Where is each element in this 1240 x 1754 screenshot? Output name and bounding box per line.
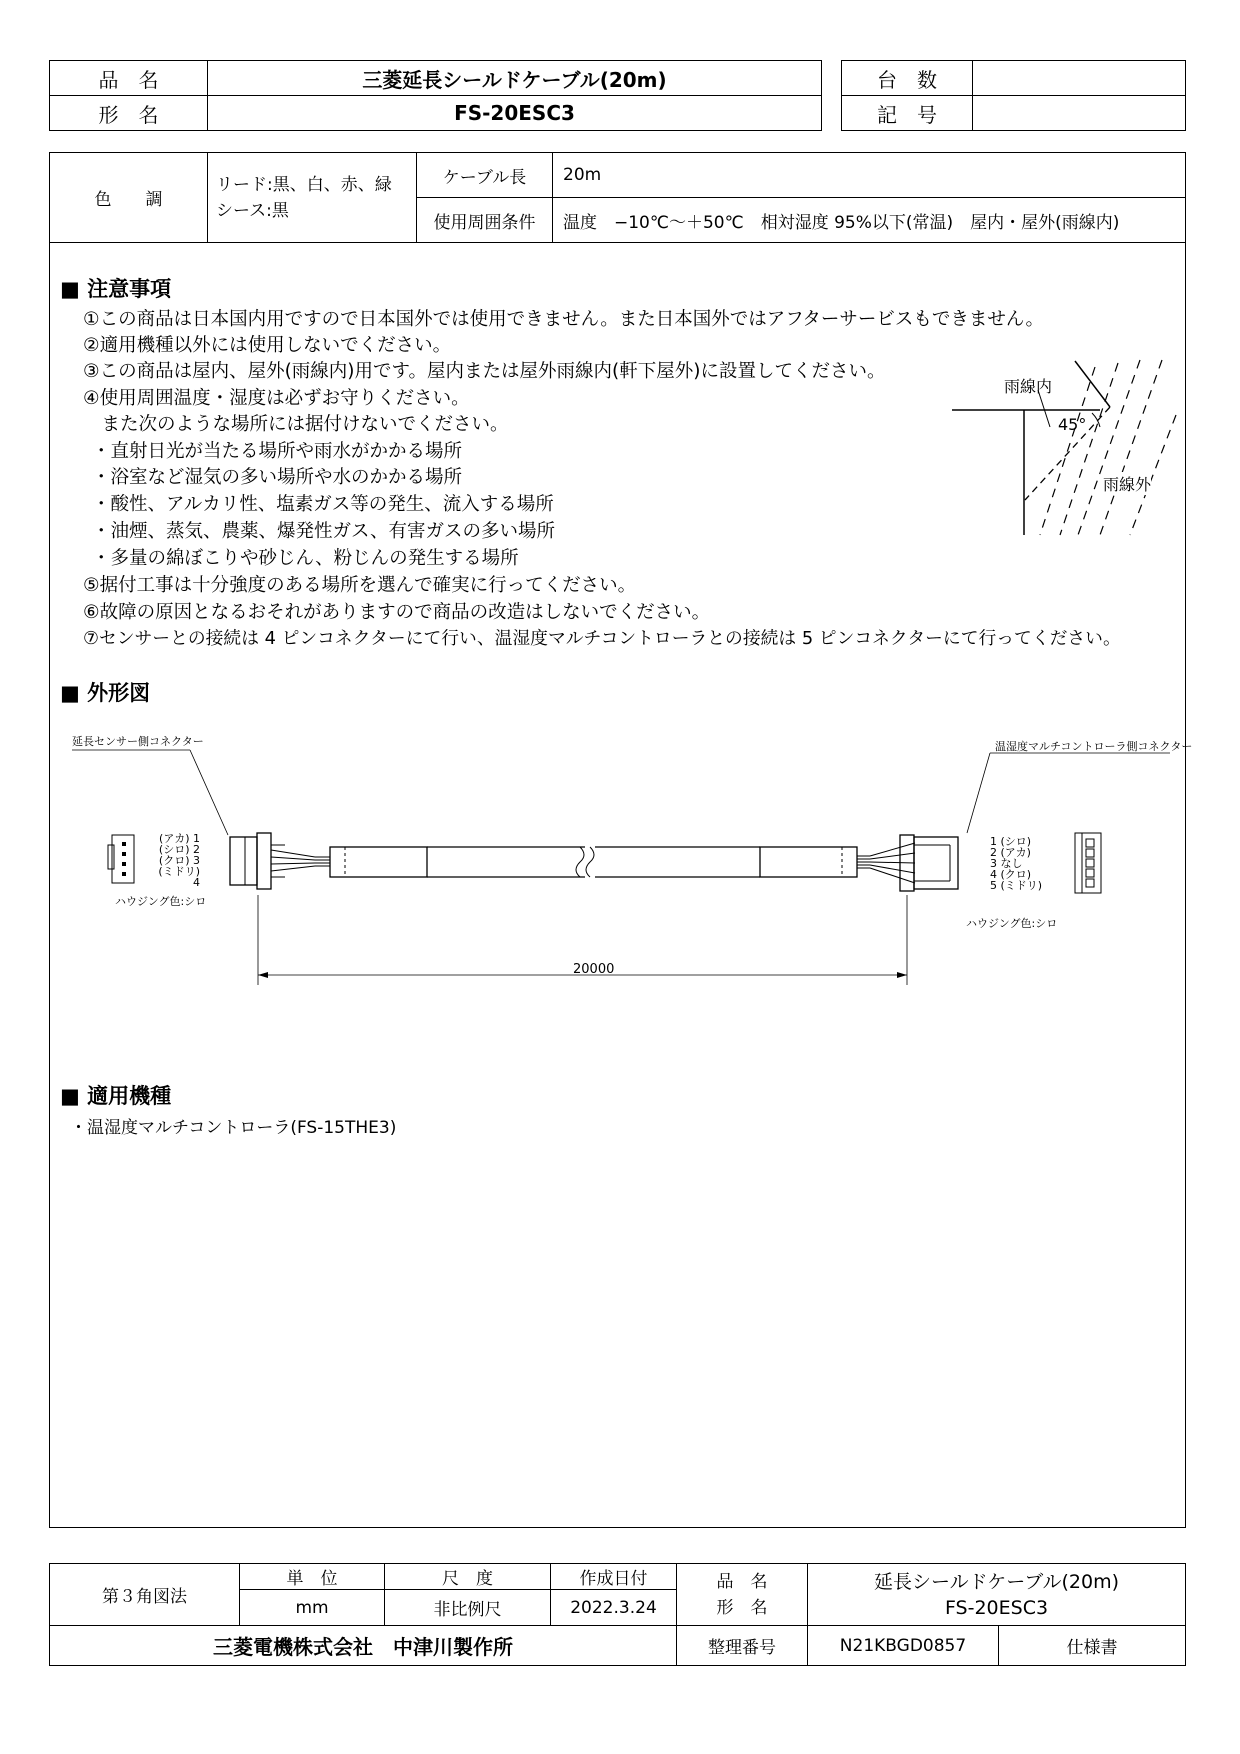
right-pin-2: 2 (アカ) [990, 846, 1031, 859]
note-6: ⑥故障の原因となるおそれがありますので商品の改造はしないでください。 [83, 602, 711, 623]
housing-right-label: ハウジング色:シロ [966, 917, 1058, 930]
rain-line-diagram [950, 355, 1180, 540]
name-model-labels [677, 1564, 808, 1626]
unit-value: mm [240, 1590, 385, 1626]
scale-label: 尺 度 [385, 1564, 551, 1590]
unit-label: 単 位 [240, 1564, 385, 1590]
title-block [49, 1563, 1186, 1666]
note-3: ③この商品は屋内、屋外(雨線内)用です。屋内または屋外雨線内(軒下屋外)に設置してください。 [83, 361, 886, 382]
seiri-label: 整理番号 [677, 1626, 808, 1666]
note-bullet-1: ・直射日光が当たる場所や雨水がかかる場所 [92, 441, 463, 462]
date-value: 2022.3.24 [551, 1590, 677, 1626]
footer-hinmei-label: 品 名 [716, 1571, 768, 1592]
note-4b: また次のような場所には据付けないでください。 [83, 414, 509, 435]
dimension-label: 20000 [573, 962, 615, 977]
note-bullet-4: ・油煙、蒸気、農薬、爆発性ガス、有害ガスの多い場所 [92, 521, 556, 542]
applicable-title: ■ 適用機種 [60, 1084, 172, 1108]
rain-in-label: 雨線内 [1004, 377, 1053, 396]
angle-label: 45° [1058, 415, 1087, 434]
katamei-value: FS-20ESC3 [208, 96, 822, 131]
footer-product-name: 延長シールドケーブル(20m) [873, 1570, 1120, 1593]
note-5: ⑤据付工事は十分強度のある場所を選んで確実に行ってください。 [83, 575, 637, 596]
right-pin-5: 5 (ミドリ) [990, 879, 1043, 892]
product-cell [808, 1564, 1186, 1626]
footer-product-model: FS-20ESC3 [944, 1596, 1049, 1619]
scale-value: 非比例尺 [385, 1590, 551, 1626]
outline-title: ■ 外形図 [60, 681, 151, 705]
left-pin-4: (ミドリ) 4 [158, 865, 200, 889]
color-label: 色 調 [50, 153, 208, 243]
projection-label: 第３角図法 [50, 1564, 240, 1626]
hinmei-value: 三菱延長シールドケーブル(20m) [208, 61, 822, 96]
footer-katamei-label: 形 名 [716, 1597, 768, 1618]
note-4: ④使用周囲温度・湿度は必ずお守りください。 [83, 388, 470, 409]
note-bullet-2: ・浴室など湿気の多い場所や水のかかる場所 [92, 467, 463, 488]
daisu-label: 台 数 [842, 61, 973, 96]
daisu-value [973, 61, 1186, 96]
cable-length-value: 20m [553, 153, 1186, 198]
applicable-item: ・温湿度マルチコントローラ(FS-15THE3) [70, 1118, 397, 1138]
note-bullet-3: ・酸性、アルカリ性、塩素ガス等の発生、流入する場所 [92, 494, 554, 515]
environment-value: 温度 −10℃〜＋50℃ 相対湿度 95%以下(常温) 屋内・屋外(雨線内) [553, 198, 1186, 243]
right-pin-3: 3 なし [990, 857, 1023, 870]
spec-table [49, 152, 1186, 243]
document-type: 仕様書 [999, 1626, 1186, 1666]
color-value-lead: リード:黒、白、赤、緑 [216, 174, 392, 195]
right-pin-1: 1 (シロ) [990, 835, 1032, 848]
seiri-value: N21KBGD0857 [808, 1626, 999, 1666]
left-connector-label: 延長センサー側コネクター [72, 735, 204, 748]
left-pin-1: (アカ) 1 [159, 832, 200, 845]
left-pin-list [150, 833, 200, 888]
date-label: 作成日付 [551, 1564, 677, 1590]
color-value-sheath: シース:黒 [216, 200, 289, 221]
left-pin-3: (クロ) 3 [158, 854, 200, 867]
quantity-table [841, 60, 1186, 131]
notes-title: ■ 注意事項 [60, 277, 172, 301]
note-1: ①この商品は日本国内用ですので日本国外では使用できません。また日本国外ではアフターサービスもできません。 [83, 309, 1045, 330]
color-value [208, 153, 417, 243]
note-7: ⑦センサーとの接続は 4 ピンコネクターにて行い、温湿度マルチコントローラとの接続は 5 ピンコネクターにて行ってください。 [83, 628, 1121, 649]
rain-out-label: 雨線外 [1103, 472, 1151, 495]
cable-length-label: ケーブル長 [417, 153, 553, 198]
right-pin-list [990, 836, 1042, 891]
company-name: 三菱電機株式会社 中津川製作所 [50, 1626, 677, 1666]
hinmei-label: 品 名 [50, 61, 208, 96]
katamei-label: 形 名 [50, 96, 208, 131]
kigou-value [973, 96, 1186, 131]
kigou-label: 記 号 [842, 96, 973, 131]
header-table [49, 60, 822, 131]
environment-label: 使用周囲条件 [417, 198, 553, 243]
housing-left-label: ハウジング色:シロ [115, 895, 207, 908]
left-pin-2: (シロ) 2 [158, 843, 200, 856]
right-pin-4: 4 (クロ) [990, 868, 1032, 881]
note-2: ②適用機種以外には使用しないでください。 [83, 335, 452, 356]
note-bullet-5: ・多量の綿ぼこりや砂じん、粉じんの発生する場所 [92, 548, 519, 569]
right-connector-label: 温湿度マルチコントローラ側コネクター [995, 740, 1193, 753]
